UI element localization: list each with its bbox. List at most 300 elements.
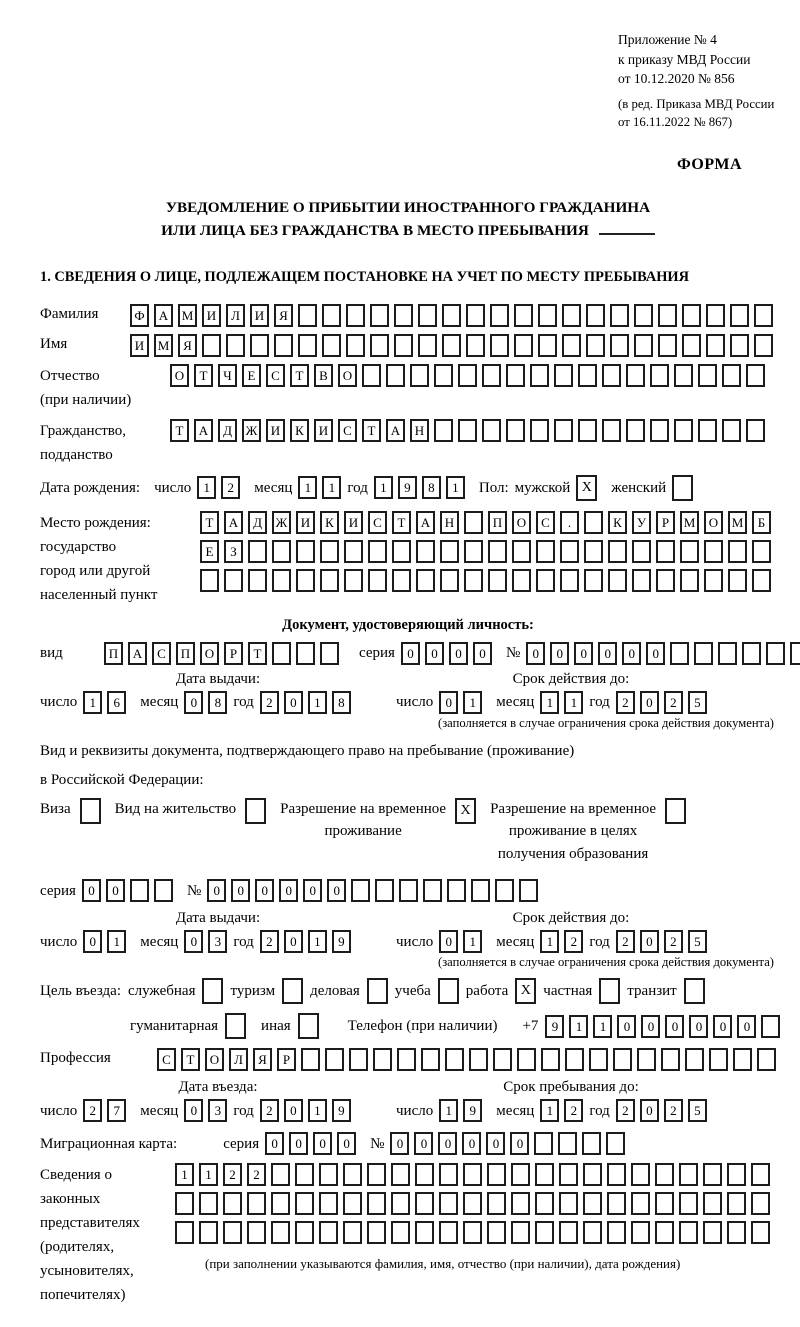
form-cell[interactable]: [655, 1192, 674, 1215]
form-cell[interactable]: В: [314, 364, 333, 387]
form-cell[interactable]: И: [296, 511, 315, 534]
form-cell[interactable]: [493, 1048, 512, 1071]
form-cell[interactable]: [247, 1221, 266, 1244]
form-cell[interactable]: [296, 642, 315, 665]
form-cell[interactable]: 0: [184, 691, 203, 714]
form-cell[interactable]: 2: [83, 1099, 102, 1122]
form-cell[interactable]: [751, 1163, 770, 1186]
form-cell[interactable]: [322, 304, 341, 327]
form-cell[interactable]: 0: [598, 642, 617, 665]
form-cell[interactable]: Д: [248, 511, 267, 534]
form-cell[interactable]: [392, 569, 411, 592]
form-cell[interactable]: [296, 569, 315, 592]
form-cell[interactable]: [458, 364, 477, 387]
form-cell[interactable]: 0: [82, 879, 101, 902]
form-cell[interactable]: [685, 1048, 704, 1071]
form-cell[interactable]: П: [488, 511, 507, 534]
form-cell[interactable]: [602, 364, 621, 387]
form-cell[interactable]: Ж: [272, 511, 291, 534]
form-cell[interactable]: 0: [207, 879, 226, 902]
form-cell[interactable]: 0: [486, 1132, 505, 1155]
form-cell[interactable]: [733, 1048, 752, 1071]
form-cell[interactable]: [367, 1221, 386, 1244]
form-cell[interactable]: [471, 879, 490, 902]
form-cell[interactable]: [322, 334, 341, 357]
form-cell[interactable]: [610, 334, 629, 357]
form-cell[interactable]: [482, 419, 501, 442]
form-cell[interactable]: А: [224, 511, 243, 534]
form-cell[interactable]: 2: [616, 930, 635, 953]
form-cell[interactable]: [373, 1048, 392, 1071]
form-cell[interactable]: Т: [194, 364, 213, 387]
form-cell[interactable]: [325, 1048, 344, 1071]
form-cell[interactable]: [607, 1192, 626, 1215]
form-cell[interactable]: 2: [664, 1099, 683, 1122]
form-cell[interactable]: 1: [540, 1099, 559, 1122]
form-cell[interactable]: [558, 1132, 577, 1155]
form-cell[interactable]: [589, 1048, 608, 1071]
form-cell[interactable]: [320, 569, 339, 592]
form-cell[interactable]: [559, 1163, 578, 1186]
form-cell[interactable]: 5: [688, 930, 707, 953]
form-cell[interactable]: [658, 304, 677, 327]
form-cell[interactable]: 0: [462, 1132, 481, 1155]
form-cell[interactable]: [349, 1048, 368, 1071]
form-cell[interactable]: [375, 879, 394, 902]
form-cell[interactable]: [586, 334, 605, 357]
form-cell[interactable]: [535, 1192, 554, 1215]
form-cell[interactable]: 1: [308, 1099, 327, 1122]
form-cell[interactable]: И: [314, 419, 333, 442]
form-cell[interactable]: [728, 540, 747, 563]
form-cell[interactable]: [538, 304, 557, 327]
form-cell[interactable]: [730, 304, 749, 327]
form-cell[interactable]: 2: [616, 691, 635, 714]
form-cell[interactable]: [752, 569, 771, 592]
form-cell[interactable]: [362, 364, 381, 387]
form-cell[interactable]: [626, 419, 645, 442]
form-cell[interactable]: [506, 419, 525, 442]
form-cell[interactable]: [487, 1221, 506, 1244]
form-cell[interactable]: [632, 569, 651, 592]
form-cell[interactable]: 1: [374, 476, 393, 499]
form-cell[interactable]: М: [728, 511, 747, 534]
form-cell[interactable]: К: [608, 511, 627, 534]
form-cell[interactable]: 0: [313, 1132, 332, 1155]
form-cell[interactable]: 1: [322, 476, 341, 499]
form-cell[interactable]: [534, 1132, 553, 1155]
form-cell[interactable]: [722, 419, 741, 442]
form-cell[interactable]: [655, 1221, 674, 1244]
form-cell[interactable]: [386, 364, 405, 387]
form-cell[interactable]: [530, 419, 549, 442]
form-cell[interactable]: Я: [274, 304, 293, 327]
form-cell[interactable]: [519, 879, 538, 902]
form-cell[interactable]: О: [200, 642, 219, 665]
form-cell[interactable]: [694, 642, 713, 665]
form-cell[interactable]: И: [344, 511, 363, 534]
form-cell[interactable]: [458, 419, 477, 442]
form-cell[interactable]: [530, 364, 549, 387]
form-cell[interactable]: [367, 1192, 386, 1215]
form-cell[interactable]: Л: [226, 304, 245, 327]
form-cell[interactable]: 0: [449, 642, 468, 665]
form-cell[interactable]: [445, 1048, 464, 1071]
form-cell[interactable]: 0: [414, 1132, 433, 1155]
form-cell[interactable]: [271, 1192, 290, 1215]
form-cell[interactable]: [602, 419, 621, 442]
form-cell[interactable]: 2: [223, 1163, 242, 1186]
checkbox-cell[interactable]: [672, 475, 693, 501]
form-cell[interactable]: 2: [260, 691, 279, 714]
form-cell[interactable]: [538, 334, 557, 357]
form-cell[interactable]: 0: [439, 691, 458, 714]
form-cell[interactable]: [517, 1048, 536, 1071]
form-cell[interactable]: Е: [200, 540, 219, 563]
form-cell[interactable]: 1: [107, 930, 126, 953]
form-cell[interactable]: [301, 1048, 320, 1071]
form-cell[interactable]: [442, 334, 461, 357]
checkbox-cell[interactable]: X: [576, 475, 597, 501]
form-cell[interactable]: [560, 569, 579, 592]
form-cell[interactable]: [319, 1192, 338, 1215]
form-cell[interactable]: [754, 304, 773, 327]
form-cell[interactable]: [421, 1048, 440, 1071]
form-cell[interactable]: [584, 540, 603, 563]
form-cell[interactable]: [631, 1221, 650, 1244]
form-cell[interactable]: [656, 540, 675, 563]
form-cell[interactable]: [506, 364, 525, 387]
form-cell[interactable]: 0: [425, 642, 444, 665]
form-cell[interactable]: [586, 304, 605, 327]
form-cell[interactable]: [391, 1192, 410, 1215]
form-cell[interactable]: [367, 1163, 386, 1186]
form-cell[interactable]: [706, 304, 725, 327]
form-cell[interactable]: [416, 540, 435, 563]
form-cell[interactable]: [511, 1163, 530, 1186]
form-cell[interactable]: 2: [247, 1163, 266, 1186]
form-cell[interactable]: Т: [248, 642, 267, 665]
form-cell[interactable]: [394, 334, 413, 357]
form-cell[interactable]: [650, 364, 669, 387]
form-cell[interactable]: 0: [641, 1015, 660, 1038]
form-cell[interactable]: [727, 1221, 746, 1244]
form-cell[interactable]: И: [202, 304, 221, 327]
form-cell[interactable]: [226, 334, 245, 357]
form-cell[interactable]: 0: [184, 1099, 203, 1122]
form-cell[interactable]: 0: [550, 642, 569, 665]
form-cell[interactable]: 1: [463, 930, 482, 953]
form-cell[interactable]: 0: [390, 1132, 409, 1155]
form-cell[interactable]: [698, 419, 717, 442]
form-cell[interactable]: [399, 879, 418, 902]
form-cell[interactable]: 9: [332, 930, 351, 953]
form-cell[interactable]: 3: [208, 930, 227, 953]
form-cell[interactable]: [514, 334, 533, 357]
checkbox-cell[interactable]: [298, 1013, 319, 1039]
form-cell[interactable]: [319, 1163, 338, 1186]
form-cell[interactable]: 0: [401, 642, 420, 665]
form-cell[interactable]: [248, 569, 267, 592]
form-cell[interactable]: [650, 419, 669, 442]
form-cell[interactable]: 0: [640, 1099, 659, 1122]
form-cell[interactable]: О: [205, 1048, 224, 1071]
form-cell[interactable]: 0: [231, 879, 250, 902]
form-cell[interactable]: [613, 1048, 632, 1071]
form-cell[interactable]: [541, 1048, 560, 1071]
form-cell[interactable]: [661, 1048, 680, 1071]
form-cell[interactable]: [560, 540, 579, 563]
form-cell[interactable]: [766, 642, 785, 665]
form-cell[interactable]: [790, 642, 800, 665]
form-cell[interactable]: [274, 334, 293, 357]
form-cell[interactable]: 1: [463, 691, 482, 714]
form-cell[interactable]: 0: [284, 691, 303, 714]
form-cell[interactable]: [488, 540, 507, 563]
checkbox-cell[interactable]: [282, 978, 303, 1004]
checkbox-cell[interactable]: [245, 798, 266, 824]
form-cell[interactable]: Н: [440, 511, 459, 534]
form-cell[interactable]: [490, 304, 509, 327]
form-cell[interactable]: [272, 642, 291, 665]
form-cell[interactable]: [535, 1163, 554, 1186]
form-cell[interactable]: [351, 879, 370, 902]
form-cell[interactable]: Т: [392, 511, 411, 534]
form-cell[interactable]: [495, 879, 514, 902]
form-cell[interactable]: [223, 1192, 242, 1215]
form-cell[interactable]: [469, 1048, 488, 1071]
form-cell[interactable]: 0: [265, 1132, 284, 1155]
form-cell[interactable]: [698, 364, 717, 387]
form-cell[interactable]: 1: [540, 930, 559, 953]
form-cell[interactable]: Р: [224, 642, 243, 665]
form-cell[interactable]: [320, 540, 339, 563]
form-cell[interactable]: [559, 1221, 578, 1244]
form-cell[interactable]: З: [224, 540, 243, 563]
form-cell[interactable]: [670, 642, 689, 665]
form-cell[interactable]: [343, 1192, 362, 1215]
form-cell[interactable]: И: [130, 334, 149, 357]
form-cell[interactable]: [626, 364, 645, 387]
form-cell[interactable]: [512, 569, 531, 592]
form-cell[interactable]: [223, 1221, 242, 1244]
form-cell[interactable]: А: [128, 642, 147, 665]
form-cell[interactable]: 0: [303, 879, 322, 902]
form-cell[interactable]: [752, 540, 771, 563]
form-cell[interactable]: 9: [398, 476, 417, 499]
form-cell[interactable]: [704, 569, 723, 592]
form-cell[interactable]: [440, 569, 459, 592]
form-cell[interactable]: 1: [564, 691, 583, 714]
form-cell[interactable]: 2: [564, 1099, 583, 1122]
checkbox-cell[interactable]: X: [455, 798, 476, 824]
form-cell[interactable]: О: [512, 511, 531, 534]
form-cell[interactable]: [487, 1163, 506, 1186]
form-cell[interactable]: [655, 1163, 674, 1186]
form-cell[interactable]: [754, 334, 773, 357]
form-cell[interactable]: [704, 540, 723, 563]
form-cell[interactable]: [584, 569, 603, 592]
form-cell[interactable]: [490, 334, 509, 357]
form-cell[interactable]: 0: [255, 879, 274, 902]
form-cell[interactable]: [202, 334, 221, 357]
form-cell[interactable]: [248, 540, 267, 563]
form-cell[interactable]: [247, 1192, 266, 1215]
form-cell[interactable]: 1: [308, 691, 327, 714]
form-cell[interactable]: [199, 1192, 218, 1215]
form-cell[interactable]: 1: [593, 1015, 612, 1038]
form-cell[interactable]: [271, 1163, 290, 1186]
form-cell[interactable]: [464, 511, 483, 534]
form-cell[interactable]: С: [266, 364, 285, 387]
form-cell[interactable]: [634, 334, 653, 357]
form-cell[interactable]: [434, 364, 453, 387]
form-cell[interactable]: [440, 540, 459, 563]
form-cell[interactable]: О: [338, 364, 357, 387]
form-cell[interactable]: [344, 569, 363, 592]
form-cell[interactable]: [565, 1048, 584, 1071]
form-cell[interactable]: Р: [656, 511, 675, 534]
form-cell[interactable]: [295, 1221, 314, 1244]
form-cell[interactable]: [295, 1192, 314, 1215]
checkbox-cell[interactable]: [665, 798, 686, 824]
form-cell[interactable]: 0: [327, 879, 346, 902]
form-cell[interactable]: 5: [688, 691, 707, 714]
form-cell[interactable]: [703, 1192, 722, 1215]
form-cell[interactable]: [746, 419, 765, 442]
form-cell[interactable]: 8: [208, 691, 227, 714]
form-cell[interactable]: [536, 569, 555, 592]
form-cell[interactable]: [410, 364, 429, 387]
form-cell[interactable]: [637, 1048, 656, 1071]
form-cell[interactable]: [368, 569, 387, 592]
form-cell[interactable]: 0: [439, 930, 458, 953]
form-cell[interactable]: [583, 1192, 602, 1215]
form-cell[interactable]: [514, 304, 533, 327]
form-cell[interactable]: [727, 1192, 746, 1215]
form-cell[interactable]: [416, 569, 435, 592]
form-cell[interactable]: [679, 1192, 698, 1215]
form-cell[interactable]: М: [154, 334, 173, 357]
form-cell[interactable]: Р: [277, 1048, 296, 1071]
form-cell[interactable]: 1: [446, 476, 465, 499]
form-cell[interactable]: Е: [242, 364, 261, 387]
form-cell[interactable]: М: [178, 304, 197, 327]
form-cell[interactable]: 0: [640, 691, 659, 714]
form-cell[interactable]: [562, 304, 581, 327]
form-cell[interactable]: [535, 1221, 554, 1244]
form-cell[interactable]: [680, 540, 699, 563]
form-cell[interactable]: 0: [640, 930, 659, 953]
form-cell[interactable]: [463, 1192, 482, 1215]
form-cell[interactable]: 1: [83, 691, 102, 714]
form-cell[interactable]: [368, 540, 387, 563]
form-cell[interactable]: 0: [646, 642, 665, 665]
form-cell[interactable]: [608, 540, 627, 563]
form-cell[interactable]: [583, 1163, 602, 1186]
form-cell[interactable]: А: [386, 419, 405, 442]
form-cell[interactable]: У: [632, 511, 651, 534]
form-cell[interactable]: Ч: [218, 364, 237, 387]
form-cell[interactable]: [391, 1163, 410, 1186]
form-cell[interactable]: [394, 304, 413, 327]
form-cell[interactable]: [423, 879, 442, 902]
form-cell[interactable]: 1: [569, 1015, 588, 1038]
form-cell[interactable]: И: [250, 304, 269, 327]
form-cell[interactable]: [298, 304, 317, 327]
form-cell[interactable]: [346, 304, 365, 327]
form-cell[interactable]: [482, 364, 501, 387]
form-cell[interactable]: [578, 419, 597, 442]
form-cell[interactable]: [562, 334, 581, 357]
form-cell[interactable]: [487, 1192, 506, 1215]
form-cell[interactable]: 0: [617, 1015, 636, 1038]
form-cell[interactable]: [439, 1221, 458, 1244]
form-cell[interactable]: Я: [253, 1048, 272, 1071]
checkbox-cell[interactable]: [225, 1013, 246, 1039]
form-cell[interactable]: 3: [208, 1099, 227, 1122]
form-cell[interactable]: 2: [260, 1099, 279, 1122]
form-cell[interactable]: [761, 1015, 780, 1038]
form-cell[interactable]: 0: [289, 1132, 308, 1155]
form-cell[interactable]: [536, 540, 555, 563]
form-cell[interactable]: [418, 304, 437, 327]
checkbox-cell[interactable]: [438, 978, 459, 1004]
form-cell[interactable]: 2: [664, 930, 683, 953]
form-cell[interactable]: Л: [229, 1048, 248, 1071]
form-cell[interactable]: [631, 1192, 650, 1215]
form-cell[interactable]: [610, 304, 629, 327]
form-cell[interactable]: [634, 304, 653, 327]
form-cell[interactable]: 1: [199, 1163, 218, 1186]
form-cell[interactable]: [392, 540, 411, 563]
form-cell[interactable]: 0: [438, 1132, 457, 1155]
form-cell[interactable]: [682, 304, 701, 327]
form-cell[interactable]: 9: [545, 1015, 564, 1038]
form-cell[interactable]: 0: [622, 642, 641, 665]
form-cell[interactable]: И: [266, 419, 285, 442]
form-cell[interactable]: М: [680, 511, 699, 534]
form-cell[interactable]: [464, 540, 483, 563]
form-cell[interactable]: [679, 1221, 698, 1244]
form-cell[interactable]: 0: [665, 1015, 684, 1038]
form-cell[interactable]: [746, 364, 765, 387]
form-cell[interactable]: [512, 540, 531, 563]
form-cell[interactable]: 1: [175, 1163, 194, 1186]
form-cell[interactable]: 0: [574, 642, 593, 665]
form-cell[interactable]: [554, 419, 573, 442]
form-cell[interactable]: [674, 419, 693, 442]
form-cell[interactable]: [343, 1221, 362, 1244]
form-cell[interactable]: [751, 1192, 770, 1215]
form-cell[interactable]: 7: [107, 1099, 126, 1122]
form-cell[interactable]: Б: [752, 511, 771, 534]
form-cell[interactable]: [130, 879, 149, 902]
form-cell[interactable]: [682, 334, 701, 357]
form-cell[interactable]: [466, 334, 485, 357]
form-cell[interactable]: 0: [337, 1132, 356, 1155]
form-cell[interactable]: 1: [540, 691, 559, 714]
form-cell[interactable]: [464, 569, 483, 592]
form-cell[interactable]: 2: [616, 1099, 635, 1122]
form-cell[interactable]: Я: [178, 334, 197, 357]
form-cell[interactable]: 2: [564, 930, 583, 953]
form-cell[interactable]: 1: [308, 930, 327, 953]
form-cell[interactable]: [511, 1221, 530, 1244]
form-cell[interactable]: 0: [510, 1132, 529, 1155]
form-cell[interactable]: [730, 334, 749, 357]
form-cell[interactable]: [703, 1221, 722, 1244]
